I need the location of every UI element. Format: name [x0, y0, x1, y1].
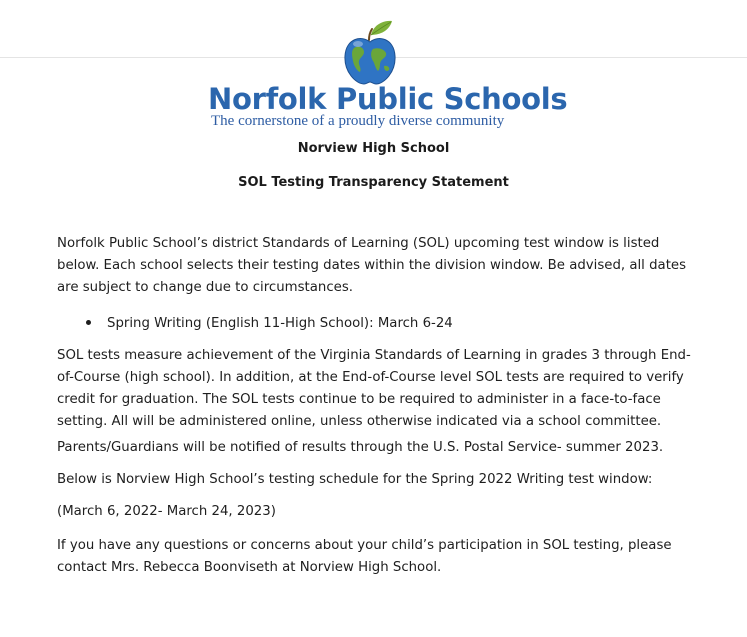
- bullet-icon: [86, 320, 91, 325]
- bullet-text: Spring Writing (English 11-High School): March 6-24: [107, 316, 453, 331]
- org-name: Norfolk Public Schools: [208, 82, 568, 116]
- schedule-paragraph: Below is Norview High School’s testing schedule for the Spring 2022 Writing test window:: [57, 472, 653, 487]
- apple-globe-icon: [340, 18, 400, 86]
- sol-measure-paragraph: SOL tests measure achievement of the Virginia Standards of Learning in grades 3 through End-of-Course (high school). In addition, at the End-of-Course level SOL tests are required to verify credit for graduation. The SOL tests continue to be required to administer in a face-to-face setting. All will be administered online, unless otherwise indicated via a school committee.: [57, 348, 691, 429]
- school-name-heading: Norview High School: [297, 141, 450, 156]
- intro-paragraph: Norfolk Public School’s district Standards of Learning (SOL) upcoming test window is listed below. Each school selects their testing dates within the division window. Be advised, all dates are subject to change due to circumstances.: [57, 236, 687, 295]
- statement-title-heading: SOL Testing Transparency Statement: [238, 175, 509, 190]
- org-tagline: The cornerstone of a proudly diverse community: [211, 113, 505, 129]
- dates-paragraph: (March 6, 2022- March 24, 2023): [57, 504, 276, 519]
- contact-paragraph: If you have any questions or concerns about your child’s participation in SOL testing, please contact Mrs. Rebecca Boonviseth at Norview High School.: [57, 538, 672, 575]
- notify-paragraph: Parents/Guardians will be notified of results through the U.S. Postal Service- summer 2023.: [57, 440, 664, 455]
- list-item: [86, 313, 453, 335]
